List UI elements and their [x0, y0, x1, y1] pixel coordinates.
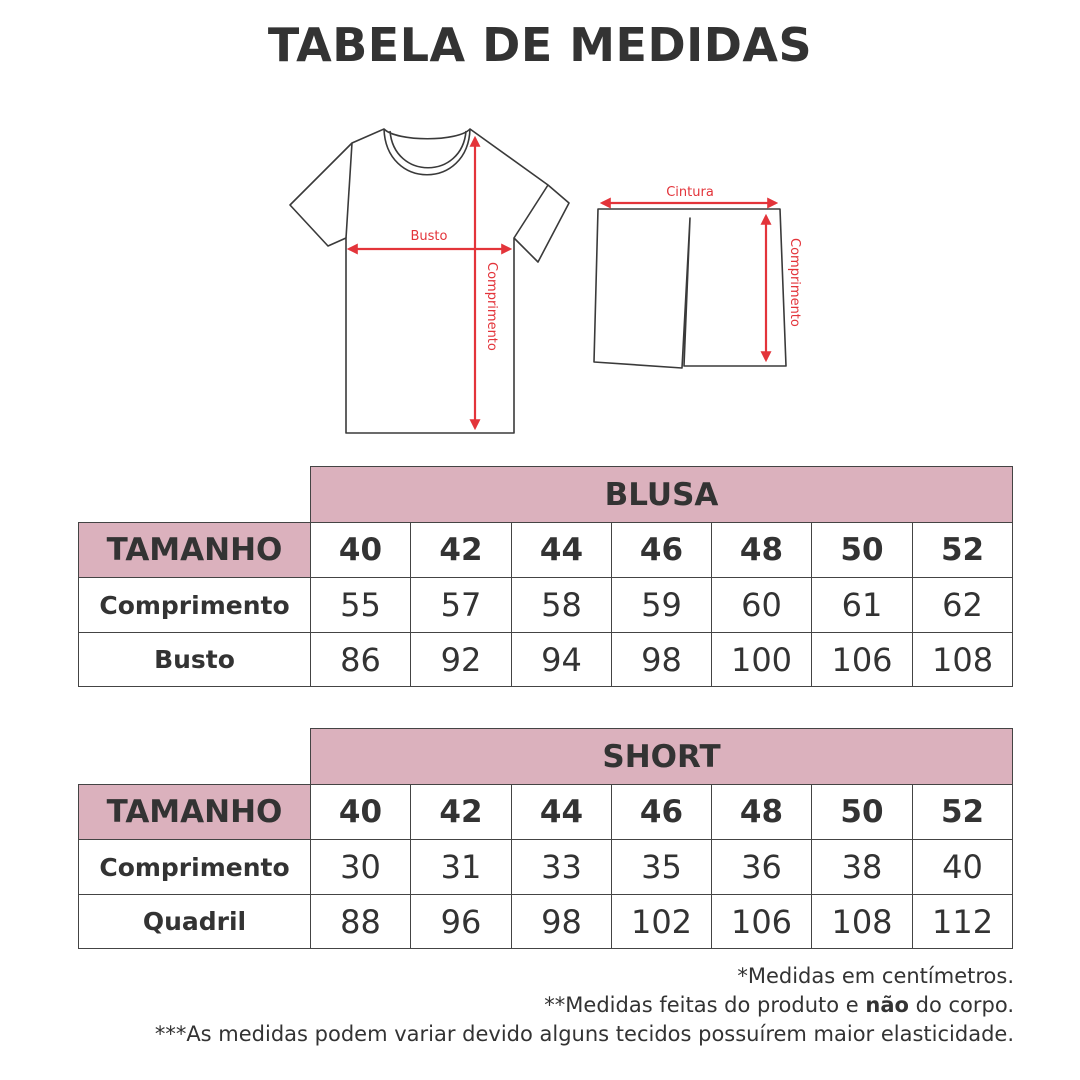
shorts-drawing: [594, 209, 786, 368]
value-cell: 96: [411, 895, 512, 949]
page-title: TABELA DE MEDIDAS: [267, 18, 813, 72]
row-label: Busto: [79, 633, 311, 687]
value-cell: 108: [812, 895, 913, 949]
value-cell: 106: [712, 895, 812, 949]
short-title: SHORT: [311, 729, 1013, 785]
table-row: [79, 633, 1013, 687]
blusa-size-table: [78, 466, 1013, 687]
value-cell: 62: [913, 578, 1013, 633]
value-cell: 102: [612, 895, 712, 949]
size-cell: 52: [913, 523, 1013, 578]
value-cell: 38: [812, 840, 913, 895]
value-cell: 61: [812, 578, 913, 633]
size-cell: 48: [712, 785, 812, 840]
footnote-2-emphasis: não: [865, 993, 909, 1017]
footnote-1: *Medidas em centímetros.: [737, 964, 1014, 988]
value-cell: 58: [512, 578, 612, 633]
shorts-length-label: Comprimento: [787, 238, 802, 327]
value-cell: 108: [913, 633, 1013, 687]
footnote-3: ***As medidas podem variar devido alguns tecidos possuírem maior elasticidade.: [154, 1022, 1014, 1046]
size-cell: 42: [411, 785, 512, 840]
blank-cell: [79, 467, 311, 523]
value-cell: 98: [512, 895, 612, 949]
garment-illustration: [0, 0, 1080, 460]
size-cell: 42: [411, 523, 512, 578]
value-cell: 112: [913, 895, 1013, 949]
value-cell: 88: [311, 895, 411, 949]
blusa-title: BLUSA: [311, 467, 1013, 523]
size-cell: 44: [512, 785, 612, 840]
value-cell: 60: [712, 578, 812, 633]
value-cell: 35: [612, 840, 712, 895]
footnotes: [155, 962, 1014, 1049]
size-cell: 50: [812, 785, 913, 840]
size-cell: 48: [712, 523, 812, 578]
bust-label: Busto: [410, 229, 448, 244]
tshirt-drawing: [290, 129, 569, 433]
shirt-length-label: Comprimento: [484, 262, 499, 351]
value-cell: 40: [913, 840, 1013, 895]
size-label: TAMANHO: [79, 785, 311, 840]
size-cell: 44: [512, 523, 612, 578]
row-label: Quadril: [79, 895, 311, 949]
table-row: [79, 895, 1013, 949]
size-label: TAMANHO: [79, 523, 311, 578]
value-cell: 86: [311, 633, 411, 687]
size-cell: 50: [812, 523, 913, 578]
waist-label: Cintura: [666, 185, 714, 200]
value-cell: 55: [311, 578, 411, 633]
value-cell: 31: [411, 840, 512, 895]
value-cell: 33: [512, 840, 612, 895]
value-cell: 57: [411, 578, 512, 633]
value-cell: 94: [512, 633, 612, 687]
size-cell: 40: [311, 785, 411, 840]
size-cell: 52: [913, 785, 1013, 840]
footnote-2-text-end: do corpo.: [908, 993, 1014, 1017]
row-label: Comprimento: [79, 578, 311, 633]
table-row: [79, 840, 1013, 895]
value-cell: 92: [411, 633, 512, 687]
value-cell: 100: [712, 633, 812, 687]
size-cell: 46: [612, 523, 712, 578]
value-cell: 106: [812, 633, 913, 687]
footnote-2: [155, 991, 1014, 1020]
short-size-table: [78, 728, 1013, 949]
footnote-2-text: **Medidas feitas do produto e: [544, 993, 866, 1017]
value-cell: 30: [311, 840, 411, 895]
value-cell: 36: [712, 840, 812, 895]
size-cell: 46: [612, 785, 712, 840]
value-cell: 59: [612, 578, 712, 633]
value-cell: 98: [612, 633, 712, 687]
table-row: [79, 578, 1013, 633]
size-cell: 40: [311, 523, 411, 578]
row-label: Comprimento: [79, 840, 311, 895]
blank-cell: [79, 729, 311, 785]
